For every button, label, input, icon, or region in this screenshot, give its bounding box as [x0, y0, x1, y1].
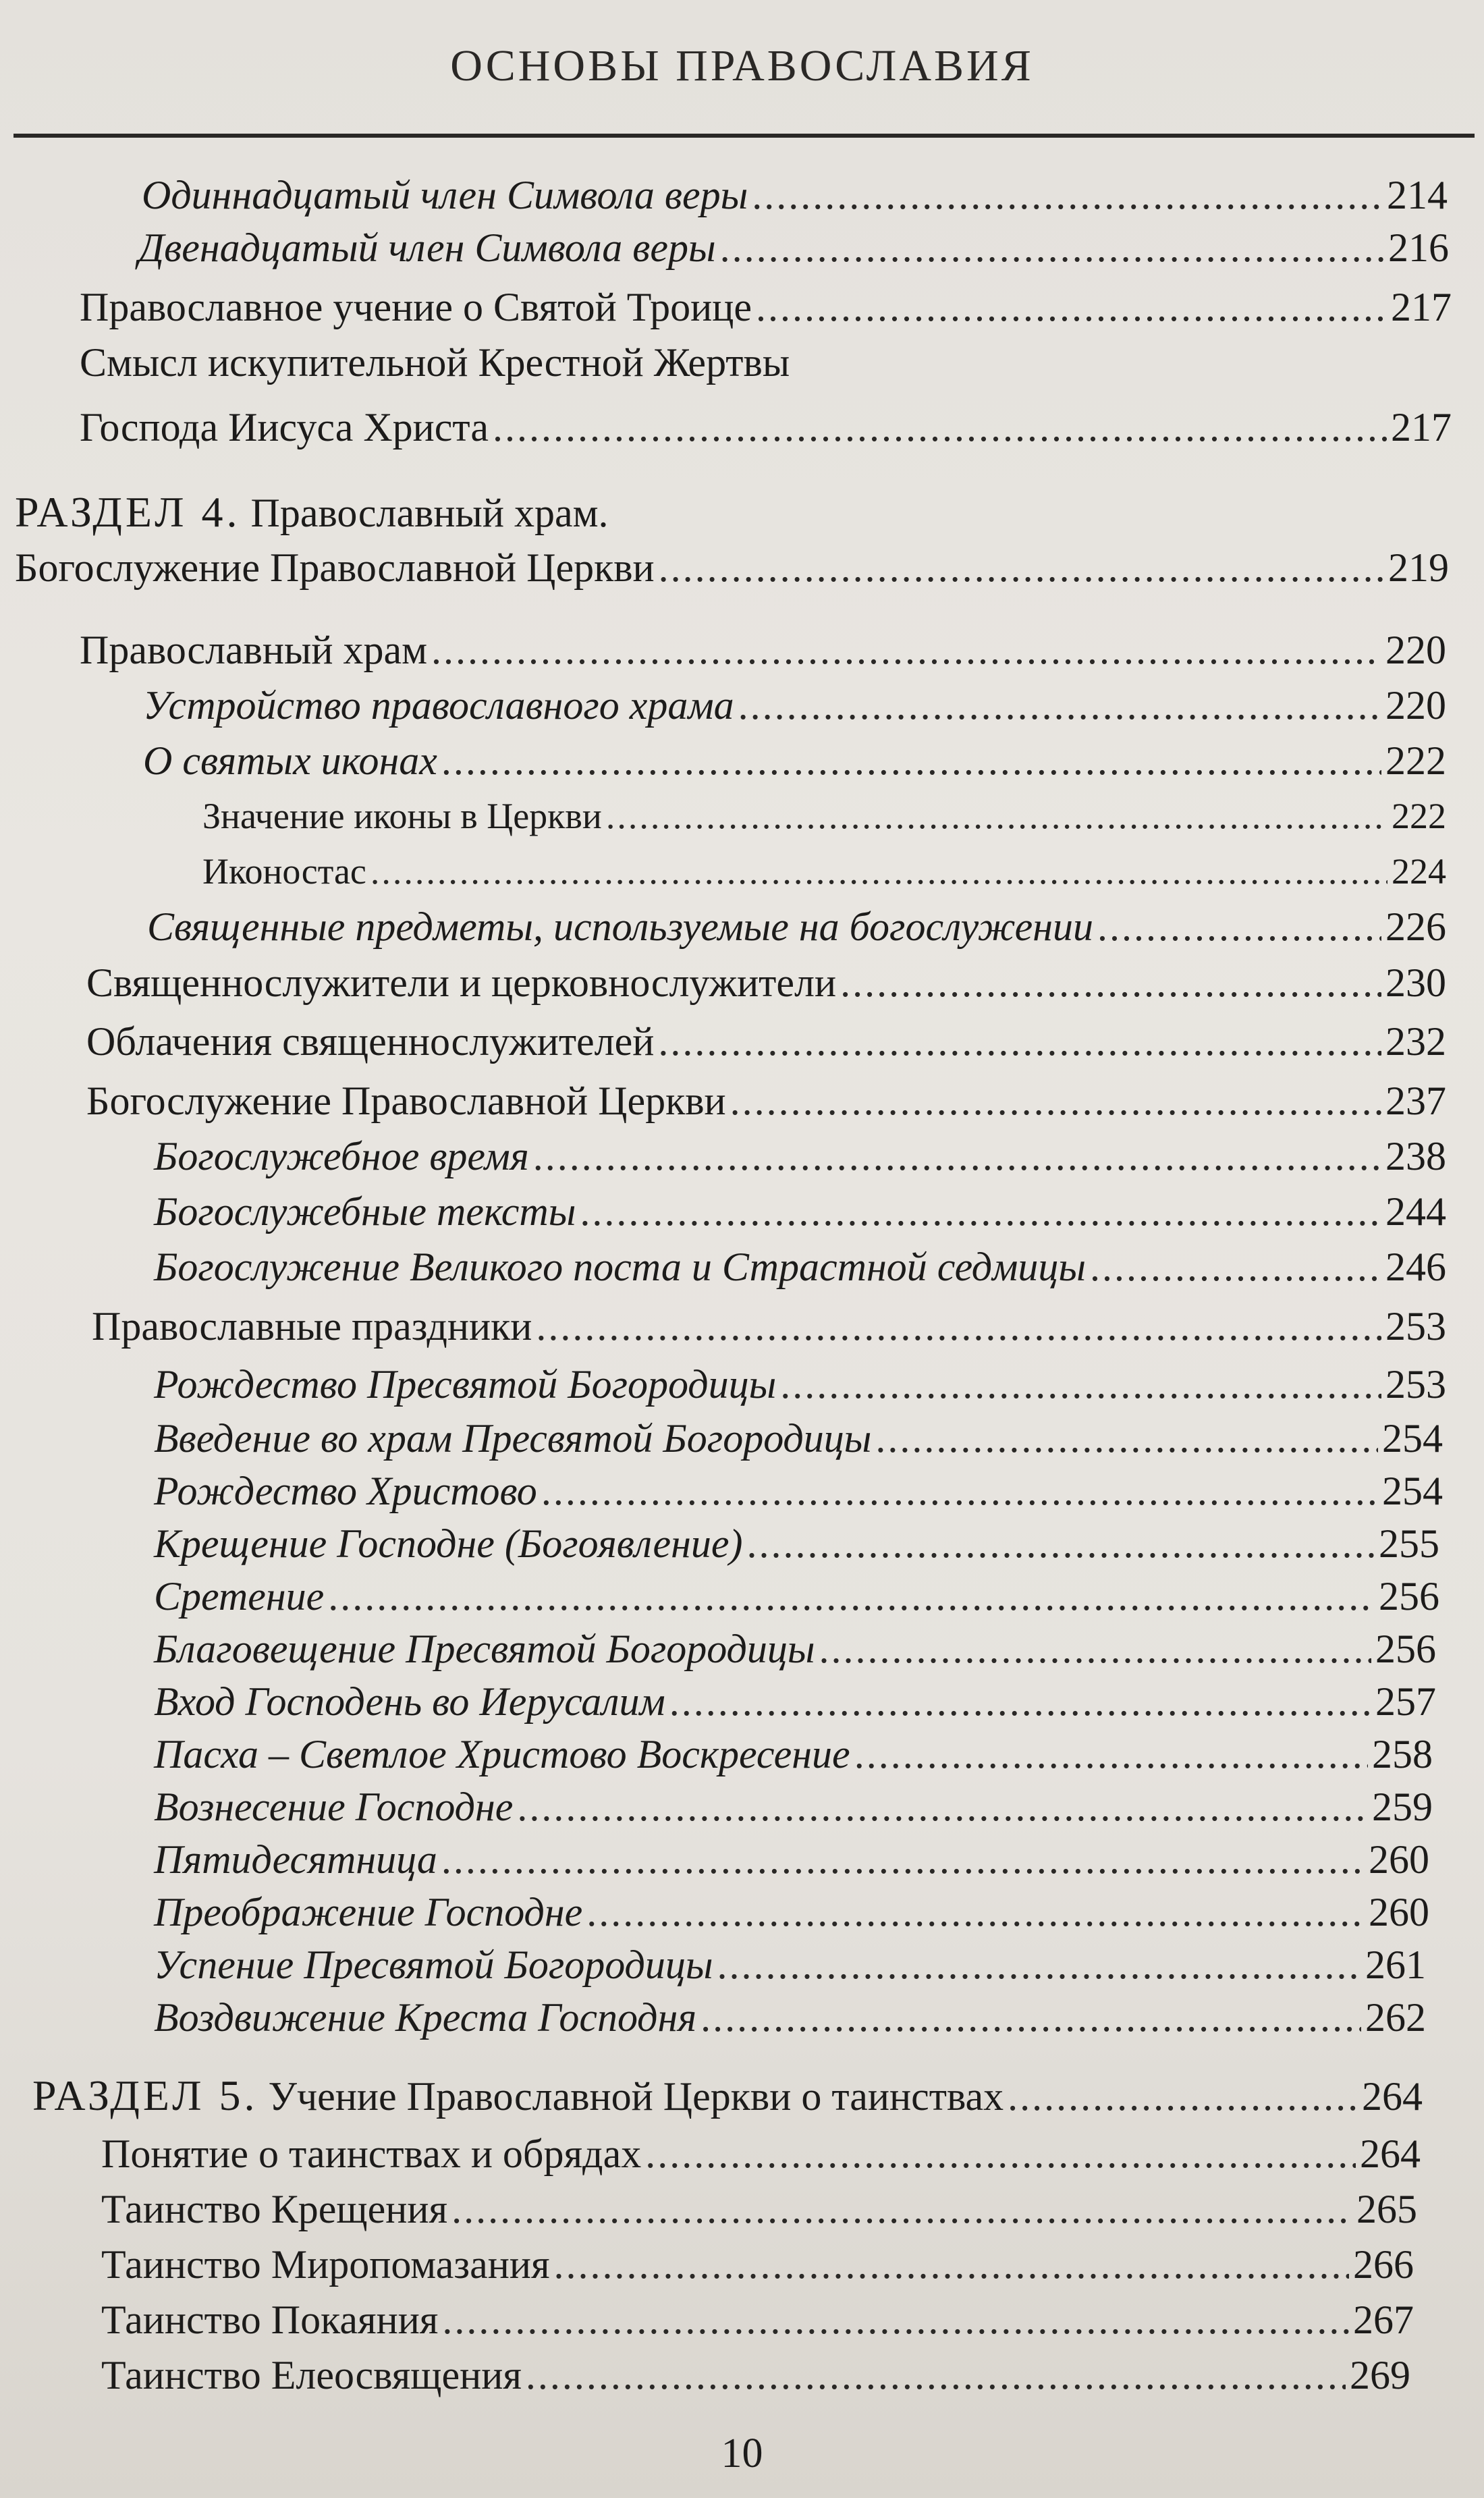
- toc-entry-page: 246: [1385, 1245, 1446, 1289]
- leader-dots: [441, 733, 1381, 788]
- toc-entry-page: 267: [1353, 2298, 1414, 2342]
- leader-dots: [780, 1357, 1381, 1412]
- toc-entry-page: 238: [1385, 1134, 1446, 1178]
- toc-entry: [15, 540, 1449, 595]
- toc-entry-page: 265: [1356, 2187, 1417, 2231]
- toc-entry: [154, 1727, 1433, 1782]
- section-heading: [15, 485, 609, 540]
- leader-dots: [854, 1727, 1368, 1782]
- toc-entry-page: 266: [1353, 2242, 1414, 2287]
- toc-entry-page: 254: [1382, 1469, 1443, 1513]
- leader-dots: [533, 1129, 1381, 1184]
- toc-entry: [154, 1463, 1443, 1519]
- toc-entry-page: 253: [1385, 1362, 1446, 1407]
- toc-entry: [202, 844, 1446, 899]
- toc-entry-page: 226: [1385, 904, 1446, 949]
- leader-dots: [370, 844, 1387, 899]
- toc-entry-page: 256: [1375, 1627, 1436, 1671]
- toc-entry-title: О святых иконах: [143, 738, 437, 783]
- toc-entry-title: Двенадцатый член Символа веры: [138, 225, 716, 270]
- leader-dots: [738, 678, 1381, 733]
- toc-entry-title: Рождество Христово: [154, 1469, 537, 1513]
- leader-dots: [441, 1832, 1365, 1887]
- leader-dots: [756, 279, 1387, 335]
- toc-entry-page: 257: [1375, 1679, 1436, 1724]
- toc-entry-title: Богослужение Православной Церкви: [86, 1079, 726, 1123]
- toc-entry-page: 260: [1369, 1837, 1429, 1882]
- toc-entry-title: Господа Иисуса Христа: [80, 405, 489, 450]
- leader-dots: [541, 1463, 1378, 1519]
- toc-entry: [154, 1832, 1429, 1887]
- toc-entry: [154, 1621, 1436, 1677]
- toc-entry-page: 219: [1388, 545, 1449, 590]
- toc-entry-page: 261: [1365, 1943, 1426, 1987]
- toc-entry: [86, 1073, 1446, 1129]
- toc-entry-title: Богослужебные тексты: [154, 1189, 576, 1234]
- running-header: ОСНОВЫ ПРАВОСЛАВИЯ: [450, 41, 1034, 90]
- toc-entry: [86, 955, 1446, 1010]
- toc-entry-title: Вход Господень во Иерусалим: [154, 1679, 665, 1724]
- toc-entry: [80, 622, 1446, 678]
- leader-dots: [720, 220, 1384, 275]
- section-label: РАЗДЕЛ 4.: [15, 488, 241, 536]
- leader-dots: [717, 1937, 1362, 1992]
- toc-entry-title: Православное учение о Святой Троице: [80, 285, 752, 329]
- toc-entry: [86, 1014, 1446, 1069]
- toc-entry: [154, 1674, 1436, 1729]
- toc-entry: [101, 2181, 1417, 2237]
- toc-entry: [142, 167, 1448, 223]
- toc-entry: [154, 1411, 1443, 1466]
- toc-entry-title: Крещение Господне (Богоявление): [154, 1521, 743, 1566]
- toc-entry: [101, 2126, 1421, 2181]
- leader-dots: [536, 1299, 1381, 1354]
- toc-entry-page: 232: [1385, 1019, 1446, 1064]
- toc-entry-title: Вознесение Господне: [154, 1785, 514, 1829]
- leader-dots: [669, 1674, 1371, 1729]
- leader-dots: [517, 1779, 1368, 1835]
- leader-dots: [658, 1014, 1381, 1069]
- toc-entry-title: Богослужение Великого поста и Страстной седмицы: [154, 1245, 1086, 1289]
- toc-entry-page: 222: [1392, 796, 1446, 836]
- toc-entry-page: 264: [1362, 2074, 1423, 2119]
- leader-dots: [747, 1516, 1375, 1571]
- leader-dots: [606, 788, 1387, 844]
- toc-entry-page: 214: [1387, 173, 1448, 217]
- toc-entry-title: Таинство Крещения: [101, 2187, 448, 2231]
- toc-entry-title: Пасха – Светлое Христово Воскресение: [154, 1732, 850, 1776]
- toc-entry: [154, 1516, 1439, 1571]
- toc-entry: [202, 788, 1446, 844]
- leader-dots: [442, 2292, 1349, 2347]
- leader-dots: [554, 2237, 1349, 2292]
- leader-dots: [752, 167, 1383, 223]
- toc-entry-title: Значение иконы в Церкви: [202, 796, 602, 836]
- toc-entry: [154, 1569, 1439, 1624]
- leader-dots: [431, 622, 1381, 678]
- leader-dots: [328, 1569, 1375, 1624]
- leader-dots: [1097, 899, 1381, 954]
- toc-entry-title: Священные предметы, используемые на богослужении: [147, 904, 1094, 949]
- toc-entry-page: 244: [1385, 1189, 1446, 1234]
- toc-entry: [154, 1937, 1426, 1992]
- leader-dots: [700, 1990, 1361, 2045]
- toc-entry: [101, 2237, 1414, 2292]
- toc-entry-page: 220: [1385, 683, 1446, 728]
- toc-entry: [154, 1990, 1426, 2045]
- toc-entry: [154, 1184, 1446, 1239]
- page-number: 10: [721, 2431, 763, 2476]
- toc-entry-title: Успение Пресвятой Богородицы: [154, 1943, 713, 1987]
- toc-entry-page: 262: [1365, 1995, 1426, 2040]
- toc-entry: [154, 1239, 1446, 1295]
- leader-dots: [451, 2181, 1352, 2237]
- leader-dots: [526, 2347, 1346, 2403]
- toc-entry-title: Таинство Елеосвящения: [101, 2353, 522, 2397]
- toc-entry-title: Преображение Господне: [154, 1890, 583, 1934]
- toc-entry: [92, 1299, 1446, 1354]
- toc-entry-page: 224: [1392, 851, 1446, 892]
- toc-entry-title-line: Смысл искупительной Крестной Жертвы: [80, 340, 790, 385]
- toc-entry-title: Устройство православного храма: [143, 683, 734, 728]
- toc-entry-page: 217: [1391, 405, 1452, 450]
- toc-entry: [101, 2292, 1414, 2347]
- toc-entry-page: 220: [1385, 628, 1446, 672]
- section-title: Православный храм.: [250, 491, 609, 535]
- toc-entry-page: 217: [1391, 285, 1452, 329]
- toc-entry-title: Православные праздники: [92, 1304, 532, 1349]
- toc-entry-title: Рождество Пресвятой Богородицы: [154, 1362, 777, 1407]
- section-heading: [32, 2068, 1423, 2123]
- leader-dots: [580, 1184, 1381, 1239]
- leader-dots: [645, 2126, 1356, 2181]
- toc-entry: [154, 1884, 1429, 1940]
- toc-entry-title: Одиннадцатый член Символа веры: [142, 173, 748, 217]
- toc-entry: [143, 733, 1446, 788]
- toc-entry-page: 254: [1382, 1416, 1443, 1461]
- toc-entry-title: Богослужение Православной Церкви: [15, 545, 655, 590]
- toc-entry: [101, 2347, 1410, 2403]
- toc-entry: [143, 678, 1446, 733]
- toc-entry-title: Благовещение Пресвятой Богородицы: [154, 1627, 815, 1671]
- toc-entry: [80, 400, 1452, 455]
- toc-entry-title: Пятидесятница: [154, 1837, 437, 1882]
- toc-entry-page: 222: [1385, 738, 1446, 783]
- leader-dots: [493, 400, 1387, 455]
- toc-entry-title: Богослужебное время: [154, 1134, 529, 1178]
- leader-dots: [659, 540, 1384, 595]
- toc-entry-page: 269: [1350, 2353, 1410, 2397]
- leader-dots: [875, 1411, 1378, 1466]
- toc-entry-page: 216: [1388, 225, 1449, 270]
- toc-entry-page: 264: [1360, 2132, 1421, 2176]
- section-title: Учение Православной Церкви о таинствах: [268, 2074, 1004, 2119]
- leader-dots: [1090, 1239, 1381, 1295]
- toc-entry: [154, 1357, 1446, 1412]
- toc-entry-page: 255: [1379, 1521, 1439, 1566]
- toc-entry: [154, 1779, 1433, 1835]
- toc-entry-title: Понятие о таинствах и обрядах: [101, 2132, 642, 2176]
- toc-entry-title: Священнослужители и церковнослужители: [86, 960, 837, 1005]
- section-label: РАЗДЕЛ 5.: [32, 2071, 258, 2119]
- toc-entry-title: Таинство Миропомазания: [101, 2242, 550, 2287]
- leader-dots: [840, 955, 1381, 1010]
- toc-entry-title: Православный храм: [80, 628, 428, 672]
- leader-dots: [1008, 2069, 1358, 2124]
- toc-entry-title: Введение во храм Пресвятой Богородицы: [154, 1416, 872, 1461]
- toc-entry-title: Таинство Покаяния: [101, 2298, 439, 2342]
- toc-entry: [154, 1129, 1446, 1184]
- leader-dots: [586, 1884, 1365, 1940]
- toc-entry-title: Иконостас: [202, 851, 366, 892]
- toc-entry-page: 237: [1385, 1079, 1446, 1123]
- leader-dots: [819, 1621, 1371, 1677]
- toc-entry-page: 230: [1385, 960, 1446, 1005]
- toc-entry: [80, 279, 1452, 335]
- toc-entry-page: 259: [1372, 1785, 1433, 1829]
- leader-dots: [730, 1073, 1381, 1129]
- toc-entry: [138, 220, 1449, 275]
- toc-entry-page: 253: [1385, 1304, 1446, 1349]
- toc-entry: [147, 899, 1446, 954]
- toc-entry-page: 260: [1369, 1890, 1429, 1934]
- toc-entry-title: Сретение: [154, 1574, 325, 1619]
- toc-entry-page: 256: [1379, 1574, 1439, 1619]
- toc-entry-page: 258: [1372, 1732, 1433, 1776]
- toc-entry-title: Облачения священнослужителей: [86, 1019, 655, 1064]
- toc-entry-title: Воздвижение Креста Господня: [154, 1995, 697, 2040]
